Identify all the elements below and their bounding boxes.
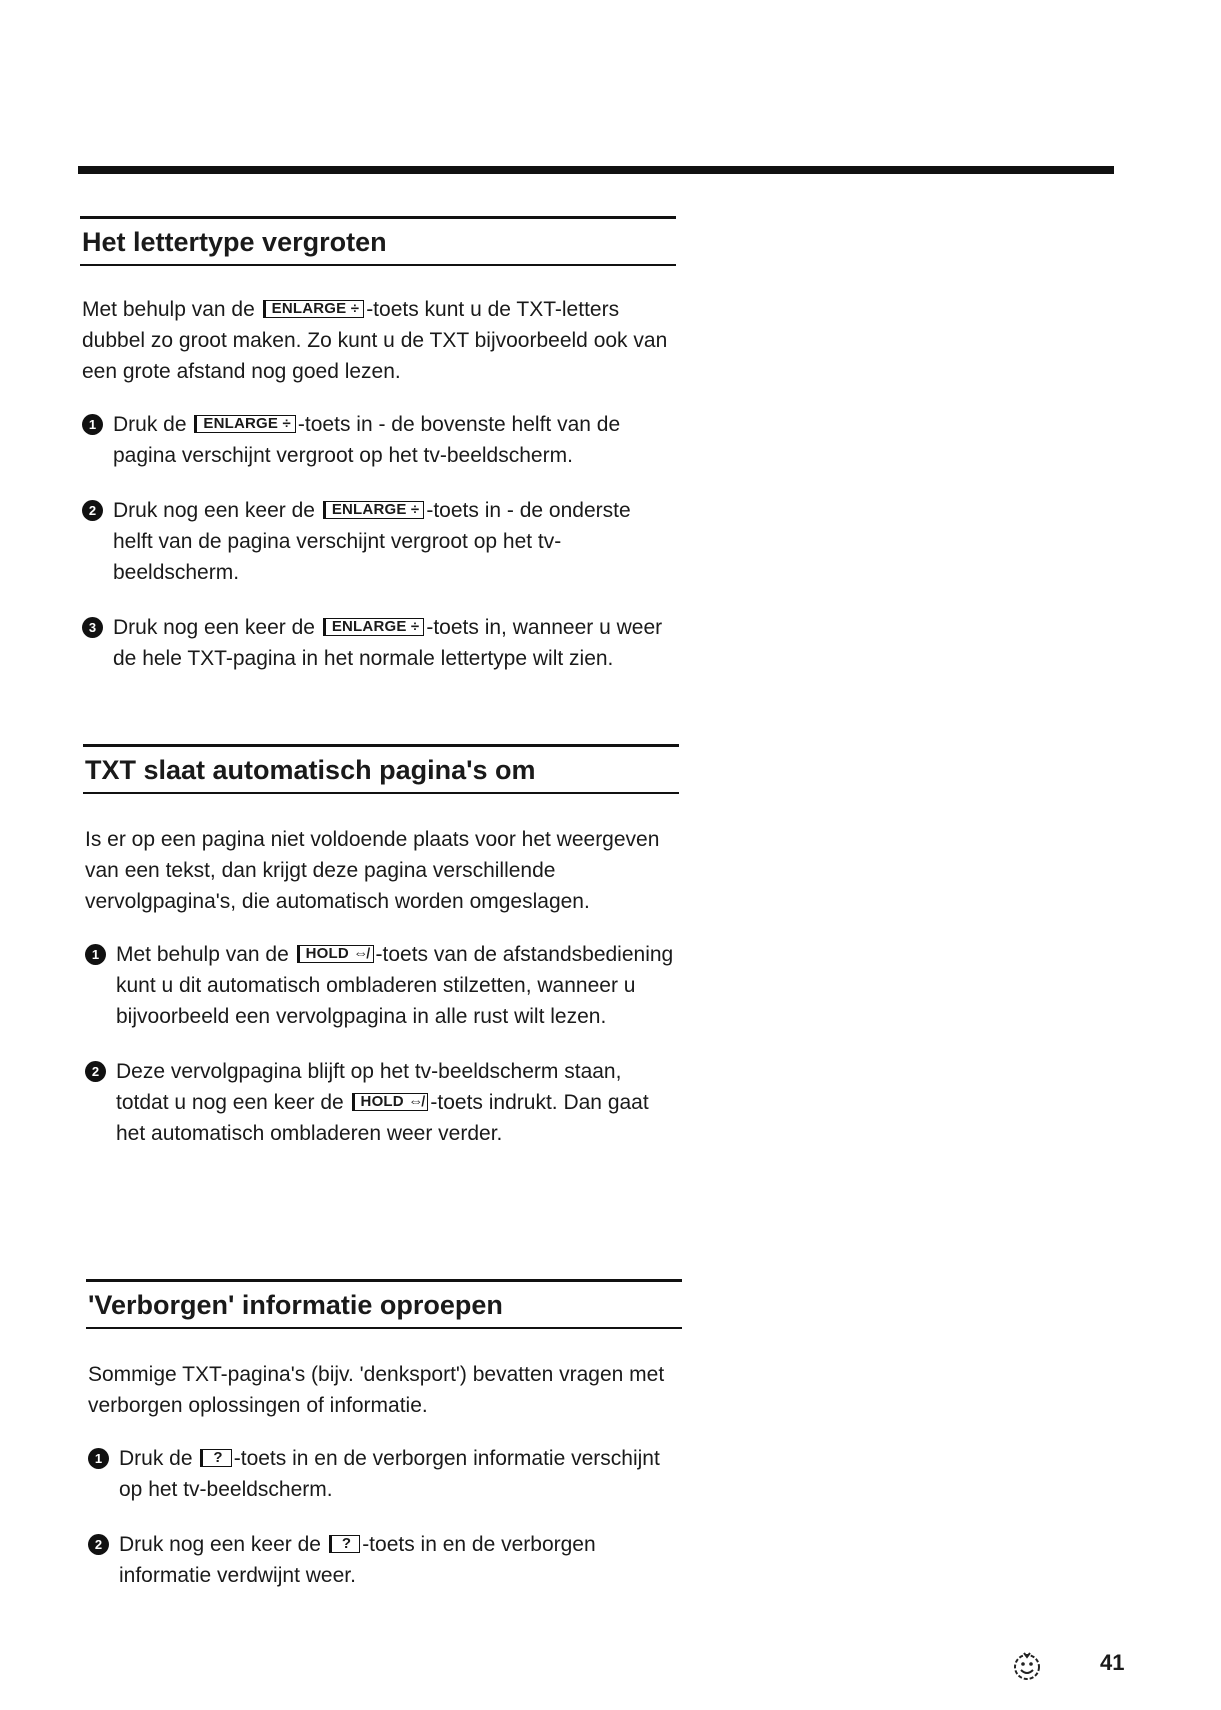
step-number-icon: 2 [82, 500, 103, 521]
top-rule [78, 166, 1114, 174]
step-number-icon: 3 [82, 617, 103, 638]
reveal-key-label: ? [200, 1449, 231, 1467]
list-item: 1 Druk de ENLARGE ÷ -toets in - de bovenste helft van de pagina verschijnt vergroot op het tv-beeldscherm. [80, 409, 676, 471]
hold-key-label: HOLD ⇎ [352, 1093, 429, 1111]
section-rule-bottom [86, 1327, 682, 1329]
list-item: 1 Met behulp van de HOLD ⇎ -toets van de afstandsbediening kunt u dit automatisch ombladeren stilzetten, wanneer u bijvoorbeeld een vervolgpagina in alle rust wilt lezen. [83, 939, 679, 1032]
list-item: 2 Druk nog een keer de ? -toets in en de verborgen informatie verdwijnt weer. [86, 1529, 682, 1591]
reveal-key-label: ? [329, 1535, 360, 1553]
section-intro: Met behulp van de ENLARGE ÷ -toets kunt u de TXT-letters dubbel zo groot maken. Zo kunt u de TXT bijvoorbeeld ook van een grote afstand nog goed lezen. [82, 298, 668, 383]
list-item: 1 Druk de ? -toets in en de verborgen informatie verschijnt op het tv-beeldscherm. [86, 1443, 682, 1505]
section-hidden-info [86, 1279, 682, 1591]
enlarge-key-label: ENLARGE ÷ [323, 501, 425, 519]
section-intro: Is er op een pagina niet voldoende plaats voor het weergeven van een tekst, dan krijgt deze pagina verschillende vervolgpagina's, die automatisch worden omgeslagen. [85, 828, 660, 913]
list-item: 2 Druk nog een keer de ENLARGE ÷ -toets in - de onderste helft van de pagina verschijnt vergroot op het tv-beeldscherm. [80, 495, 676, 588]
page-number: 41 [1100, 1650, 1125, 1675]
section-title: Het lettertype vergroten [82, 227, 387, 257]
teletext-face-icon [1010, 1649, 1044, 1683]
list-item: 2 Deze vervolgpagina blijft op het tv-beeldscherm staan, totdat u nog een keer de HOLD ⇎ -toets indrukt. Dan gaat het automatisch ombladeren weer verder. [83, 1056, 679, 1149]
step-number-icon: 2 [85, 1061, 106, 1082]
section-title: 'Verborgen' informatie oproepen [88, 1290, 503, 1320]
step-number-icon: 1 [88, 1448, 109, 1469]
section-enlarge [80, 216, 676, 674]
section-rule-bottom [80, 264, 676, 266]
step-number-icon: 2 [88, 1534, 109, 1555]
step-number-icon: 1 [82, 414, 103, 435]
section-intro: Sommige TXT-pagina's (bijv. 'denksport') bevatten vragen met verborgen oplossingen of informatie. [88, 1363, 665, 1417]
enlarge-key-label: ENLARGE ÷ [194, 415, 296, 433]
hold-key-label: HOLD ⇎ [297, 945, 374, 963]
enlarge-key-label: ENLARGE ÷ [323, 618, 425, 636]
list-item: 3 Druk nog een keer de ENLARGE ÷ -toets in, wanneer u weer de hele TXT-pagina in het normale lettertype wilt zien. [80, 612, 676, 674]
enlarge-key-label: ENLARGE ÷ [263, 300, 365, 318]
section-rule-bottom [83, 792, 679, 794]
section-title: TXT slaat automatisch pagina's om [85, 755, 536, 785]
step-number-icon: 1 [85, 944, 106, 965]
section-auto-page [83, 744, 679, 1149]
